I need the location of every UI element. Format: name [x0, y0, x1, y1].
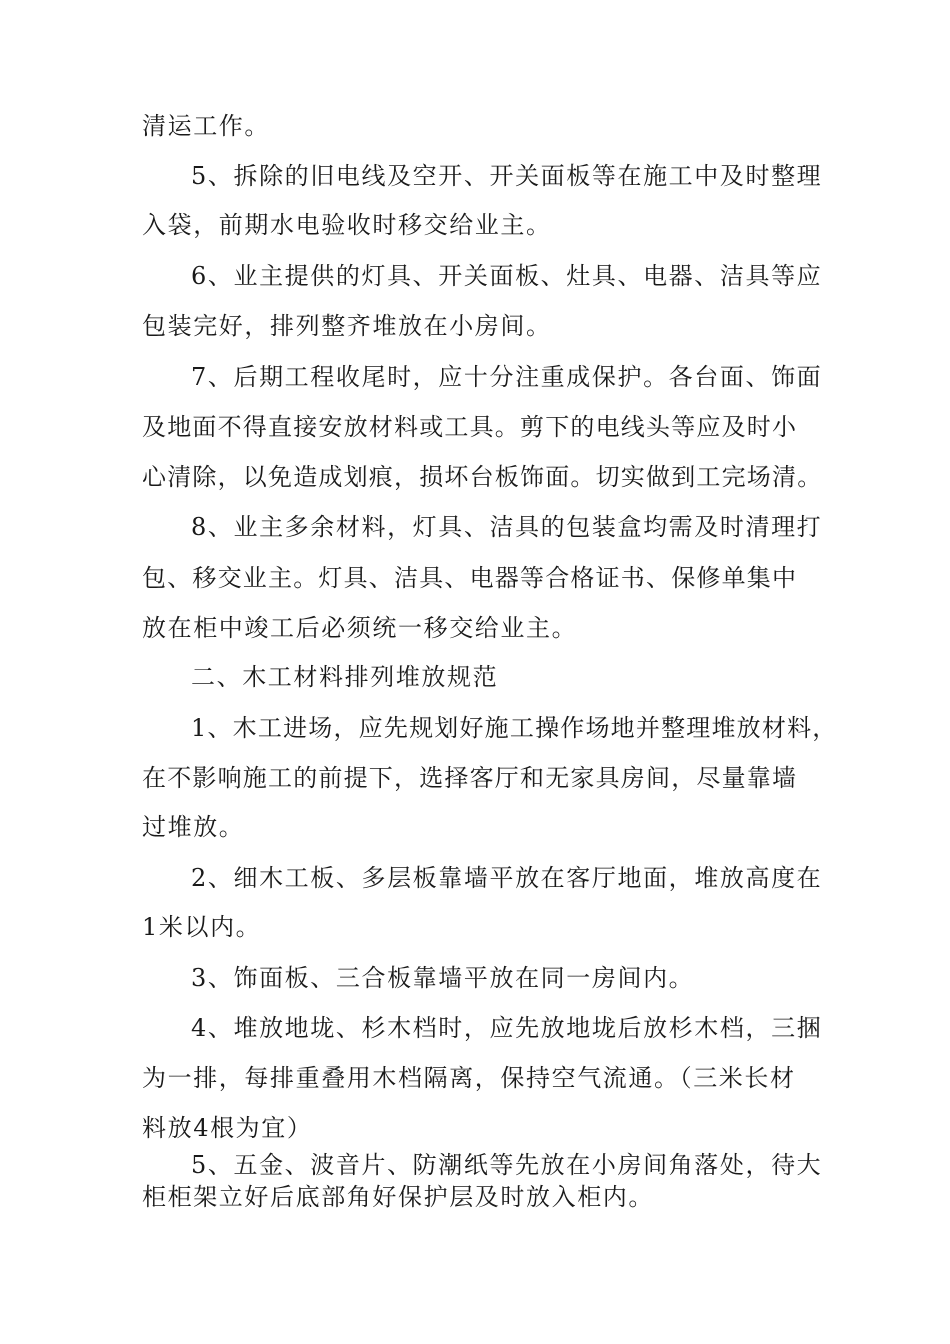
text-line: 5、拆除的旧电线及空开、开关面板等在施工中及时整理 [191, 162, 823, 190]
text-line: 为一排，每排重叠用木档隔离，保持空气流通。（三米长材 [142, 1064, 796, 1092]
text-line: 清运工作。 [142, 112, 270, 140]
text-line: 7、后期工程收尾时，应十分注重成保护。各台面、饰面 [191, 363, 823, 391]
text-line: 1、木工进场，应先规划好施工操作场地并整理堆放材料， [191, 714, 838, 742]
text-line: 在不影响施工的前提下，选择客厅和无家具房间，尽量靠墙 [142, 764, 798, 792]
text-line: 料放4根为宜） [142, 1114, 313, 1142]
section-heading: 二、木工材料排列堆放规范 [191, 663, 499, 691]
text-line: 放在柜中竣工后必须统一移交给业主。 [142, 614, 578, 642]
text-line: 入袋，前期水电验收时移交给业主。 [142, 211, 552, 239]
text-line: 3、饰面板、三合板靠墙平放在同一房间内。 [191, 964, 695, 992]
text-line: 柜柜架立好后底部角好保护层及时放入柜内。 [142, 1183, 654, 1211]
text-line: 过堆放。 [142, 813, 245, 841]
text-line: 1米以内。 [142, 913, 262, 941]
text-line: 包、移交业主。灯具、洁具、电器等合格证书、保修单集中 [142, 564, 798, 592]
text-line: 8、业主多余材料，灯具、洁具的包装盒均需及时清理打 [191, 513, 823, 541]
text-line: 4、堆放地垅、杉木档时，应先放地垅后放杉木档，三捆 [191, 1014, 823, 1042]
text-line: 2、细木工板、多层板靠墙平放在客厅地面，堆放高度在 [191, 864, 823, 892]
text-line: 心清除，以免造成划痕，损坏台板饰面。切实做到工完场清。 [142, 463, 823, 491]
text-line: 5、五金、波音片、防潮纸等先放在小房间角落处，待大 [191, 1151, 823, 1179]
text-line: 6、业主提供的灯具、开关面板、灶具、电器、洁具等应 [191, 262, 823, 290]
text-line: 包装完好，排列整齐堆放在小房间。 [142, 312, 552, 340]
text-line: 及地面不得直接安放材料或工具。剪下的电线头等应及时小 [142, 413, 798, 441]
